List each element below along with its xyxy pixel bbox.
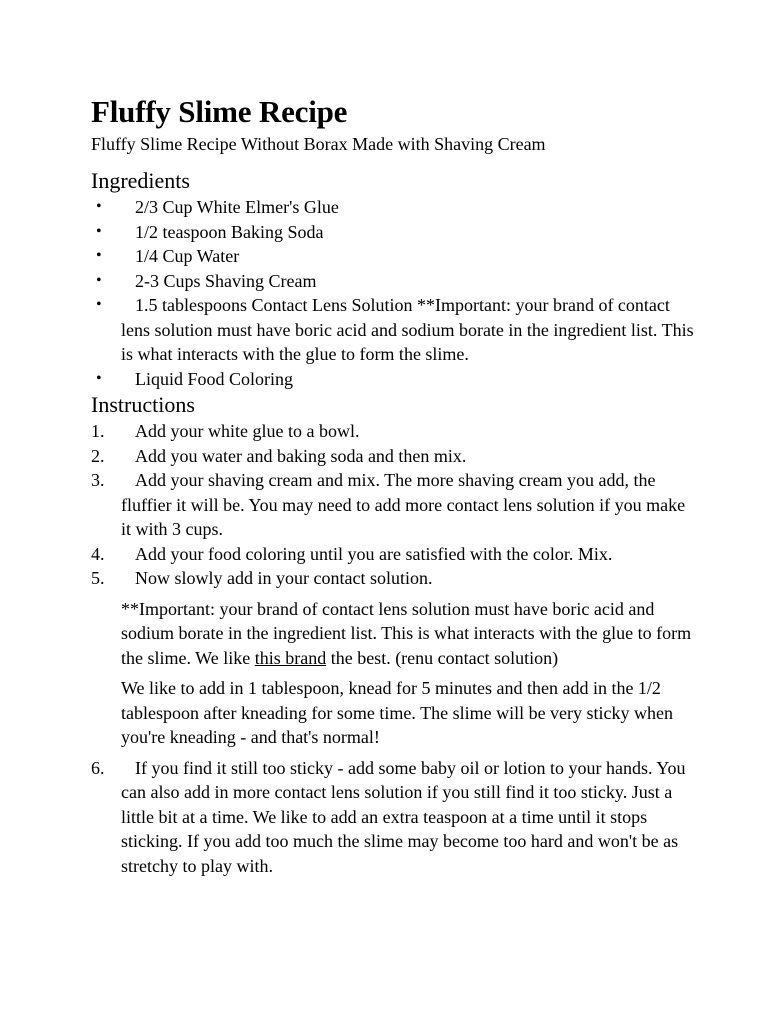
- step-number: 1.: [91, 421, 105, 441]
- important-note-text: **Important: your brand of contact lens solution must have boric acid and sodium borate in the ingredient list. This is what interacts with the glue to form the slime. We like: [121, 598, 692, 668]
- list-item: [91, 293, 698, 367]
- ingredients-heading: Ingredients: [91, 168, 190, 193]
- list-item: [91, 468, 698, 542]
- list-item: [91, 419, 698, 444]
- ingredient-text: 1/4 Cup Water: [135, 246, 240, 266]
- step-number: 3.: [91, 470, 105, 490]
- bullet-icon: •: [96, 369, 102, 387]
- bullet-icon: •: [96, 198, 102, 215]
- page-subtitle: Fluffy Slime Recipe Without Borax Made with Shaving Cream: [91, 134, 546, 154]
- step-number: 2.: [91, 445, 105, 466]
- ingredient-text: 1.5 tablespoons Contact Lens Solution **Important: your brand of contact lens solution must have boric acid and sodium borate in the ingredient list. This is what interacts with the glue to form the slime.: [121, 295, 694, 364]
- list-item: [91, 220, 698, 245]
- bullet-icon: •: [96, 271, 102, 289]
- ingredient-text: Liquid Food Coloring: [135, 368, 294, 389]
- step-text: Add your white glue to a bowl.: [135, 421, 360, 441]
- list-item: [91, 566, 698, 591]
- list-item: [91, 195, 698, 220]
- step-number: 6.: [91, 757, 105, 778]
- instructions-heading: Instructions: [91, 392, 195, 417]
- step-text: Add your food coloring until you are satisfied with the color. Mix.: [135, 543, 613, 564]
- instructions-list: [91, 419, 698, 591]
- instructions-list-continued: [91, 756, 698, 879]
- ingredients-list: [91, 195, 698, 391]
- bullet-icon: •: [96, 247, 102, 264]
- list-item: [91, 269, 698, 294]
- ingredient-text: 2-3 Cups Shaving Cream: [135, 270, 317, 291]
- step-number: 4.: [91, 543, 105, 564]
- list-item: [91, 244, 698, 269]
- list-item: [91, 756, 698, 879]
- step-text: Now slowly add in your contact solution.: [135, 568, 433, 588]
- important-note: [91, 597, 698, 671]
- ingredient-text: 2/3 Cup White Elmer's Glue: [135, 197, 339, 217]
- step-text: Add you water and baking soda and then mix.: [135, 445, 467, 466]
- ingredient-text: 1/2 teaspoon Baking Soda: [135, 221, 324, 242]
- step-text: Add your shaving cream and mix. The more shaving cream you add, the fluffier it will be. You may need to add more contact lens solution if you make it with 3 cups.: [121, 470, 686, 539]
- kneading-note: We like to add in 1 tablespoon, knead for 5 minutes and then add in the 1/2 tablespoon after kneading for some time. The slime will be very sticky when you're kneading - and that's normal!: [121, 678, 674, 747]
- list-item: [91, 542, 698, 567]
- this-brand-link[interactable]: this brand: [254, 647, 327, 668]
- list-item: [91, 367, 698, 392]
- bullet-icon: •: [96, 296, 102, 313]
- step-text: If you find it still too sticky - add some baby oil or lotion to your hands. You can also add in more contact lens solution if you still find it too sticky. Just a little bit at a time. We like to add an extra teaspoon at a time until it stops sticking. If you add too much the slime may become too hard and won't be as stretchy to play with.: [121, 757, 686, 876]
- bullet-icon: •: [96, 222, 102, 240]
- list-item: [91, 444, 698, 469]
- step-number: 5.: [91, 568, 105, 588]
- page-title: Fluffy Slime Recipe: [91, 94, 348, 129]
- important-note-text-end: the best. (renu contact solution): [326, 647, 559, 668]
